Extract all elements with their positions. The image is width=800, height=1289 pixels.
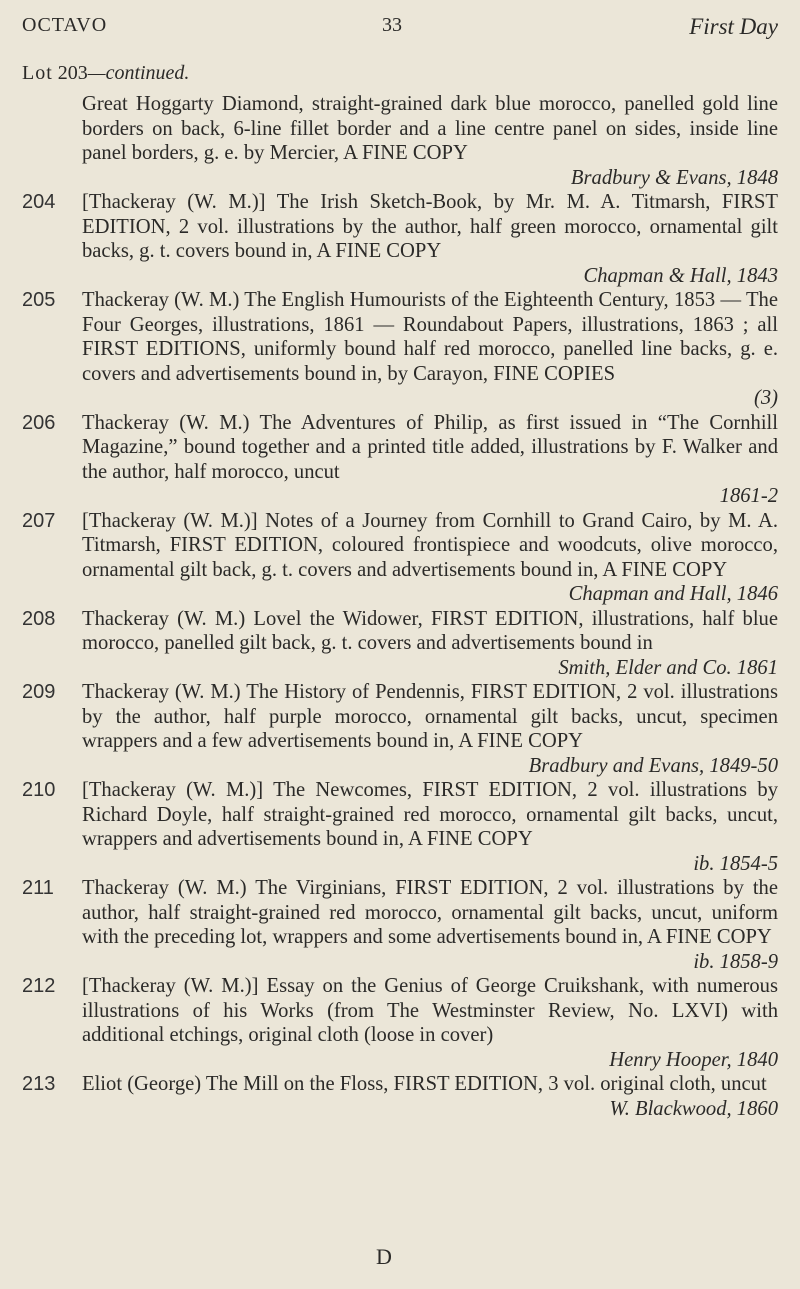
section-title: OCTAVO bbox=[22, 14, 108, 36]
lot-entry-publisher: Henry Hooper, 1840 bbox=[609, 1048, 778, 1071]
lot-entry-publisher: Smith, Elder and Co. 1861 bbox=[558, 656, 778, 679]
signature-mark: D bbox=[376, 1244, 392, 1269]
lot-number: 203 bbox=[57, 62, 88, 84]
lot-entry-number: 211 bbox=[22, 877, 54, 899]
lot-entry-description: Thackeray (W. M.) The English Humourists of the Eighteenth Century, 1853 — The Four Georges, illustrations, 1861 — Roundabout Papers, illustrations, 1863 ; all FIRST EDITIONS, uniformly bound half red morocco, panelled line backs, g. e. covers and advertisements bound in, by Carayon, FINE COPIES bbox=[82, 289, 778, 385]
lot-entry bbox=[22, 92, 778, 190]
lot-entry-publisher: (3) bbox=[753, 387, 778, 409]
lot-entry bbox=[22, 1072, 778, 1121]
lot-entry-publisher: 1861-2 bbox=[719, 485, 778, 507]
lot-entry bbox=[22, 288, 778, 411]
lot-entry-number: 205 bbox=[22, 289, 56, 311]
lot-entry-publisher: Bradbury and Evans, 1849-50 bbox=[528, 754, 778, 777]
lot-entry-description: Thackeray (W. M.) The History of Pendennis, FIRST EDITION, 2 vol. illustrations by the author, half purple morocco, ornamental gilt backs, uncut, specimen wrappers and a few advertisements bound in, A FINE COPY bbox=[82, 681, 778, 752]
lot-entry-publisher: Bradbury & Evans, 1848 bbox=[570, 166, 778, 189]
lot-entry-description: Thackeray (W. M.) The Adventures of Philip, as first issued in “The Cornhill Magazine,” bound together and a printed title added, illustrations by F. Walker and the author, half morocco, uncut bbox=[82, 411, 778, 483]
lot-entry bbox=[22, 607, 778, 681]
lot-entry-number: 206 bbox=[22, 411, 56, 434]
lot-entry-number: 210 bbox=[22, 779, 56, 801]
lot-entry-publisher: ib. 1854-5 bbox=[693, 852, 778, 875]
lot-entry-number: 204 bbox=[22, 191, 56, 213]
lot-entry bbox=[22, 876, 778, 974]
sale-day: First Day bbox=[689, 14, 778, 39]
running-head bbox=[22, 14, 778, 48]
lot-entry-number: 213 bbox=[22, 1073, 56, 1095]
lot-entry-description: [Thackeray (W. M.)] Notes of a Journey from Cornhill to Grand Cairo, by M. A. Titmarsh, FIRST EDITION, coloured frontispiece and woodcuts, olive morocco, ornamental gilt back, g. t. covers and advertisements bound in, A FINE COPY bbox=[82, 509, 778, 581]
lot-entry-description: [Thackeray (W. M.)] The Newcomes, FIRST EDITION, 2 vol. illustrations by Richard Doyle, half straight-grained red morocco, ornamental gilt backs, uncut, wrappers and advertisements bound in, A FINE COPY bbox=[82, 779, 778, 850]
lot-entry-publisher: W. Blackwood, 1860 bbox=[609, 1097, 778, 1120]
lot-entry bbox=[22, 778, 778, 876]
lot-heading bbox=[22, 62, 189, 85]
lot-entry-publisher: ib. 1858-9 bbox=[693, 950, 778, 973]
lot-entry bbox=[22, 190, 778, 288]
lot-entry-number: 209 bbox=[22, 681, 56, 703]
lot-entry bbox=[22, 509, 778, 607]
lot-word: Lot bbox=[22, 62, 53, 84]
lot-entry-description: [Thackeray (W. M.)] Essay on the Genius of George Cruikshank, with numerous illustrations of his Works (from The Westminster Review, No. LXVI) with additional etchings, original cloth (loose in cover) bbox=[82, 975, 778, 1046]
lot-entry-number: 212 bbox=[22, 975, 56, 997]
lot-entry bbox=[22, 974, 778, 1072]
lot-entry-publisher: Chapman & Hall, 1843 bbox=[583, 264, 778, 287]
lot-entries bbox=[22, 92, 778, 1121]
lot-entry bbox=[22, 680, 778, 778]
lot-entry bbox=[22, 411, 778, 509]
lot-entry-description: [Thackeray (W. M.)] The Irish Sketch-Book, by Mr. M. A. Titmarsh, FIRST EDITION, 2 vol. illustrations by the author, half green morocco, ornamental gilt backs, g. t. covers bound in, A FINE COPY bbox=[82, 191, 778, 262]
lot-entry-publisher: Chapman and Hall, 1846 bbox=[568, 583, 778, 605]
lot-entry-description: Great Hoggarty Diamond, straight-grained dark blue morocco, panelled gold line borders on back, 6-line fillet border and a line centre panel on sides, inside line panel borders, g. e. by Mercier, A FINE COPY bbox=[82, 93, 778, 164]
lot-entry-description: Thackeray (W. M.) The Virginians, FIRST EDITION, 2 vol. illustrations by the author, half straight-grained red morocco, ornamental gilt backs, uncut, uniform with the preceding lot, wrappers and some advertisements bound in, A FINE COPY bbox=[82, 877, 778, 948]
lot-entry-number: 207 bbox=[22, 509, 56, 532]
page-number: 33 bbox=[382, 14, 402, 36]
continued-label: —continued. bbox=[87, 62, 190, 84]
lot-entry-description: Thackeray (W. M.) Lovel the Widower, FIRST EDITION, illustrations, half blue morocco, panelled gilt back, g. t. covers and advertisements bound in bbox=[82, 607, 778, 654]
lot-entry-description: Eliot (George) The Mill on the Floss, FIRST EDITION, 3 vol. original cloth, uncut bbox=[82, 1073, 767, 1095]
lot-entry-number: 208 bbox=[22, 607, 56, 630]
